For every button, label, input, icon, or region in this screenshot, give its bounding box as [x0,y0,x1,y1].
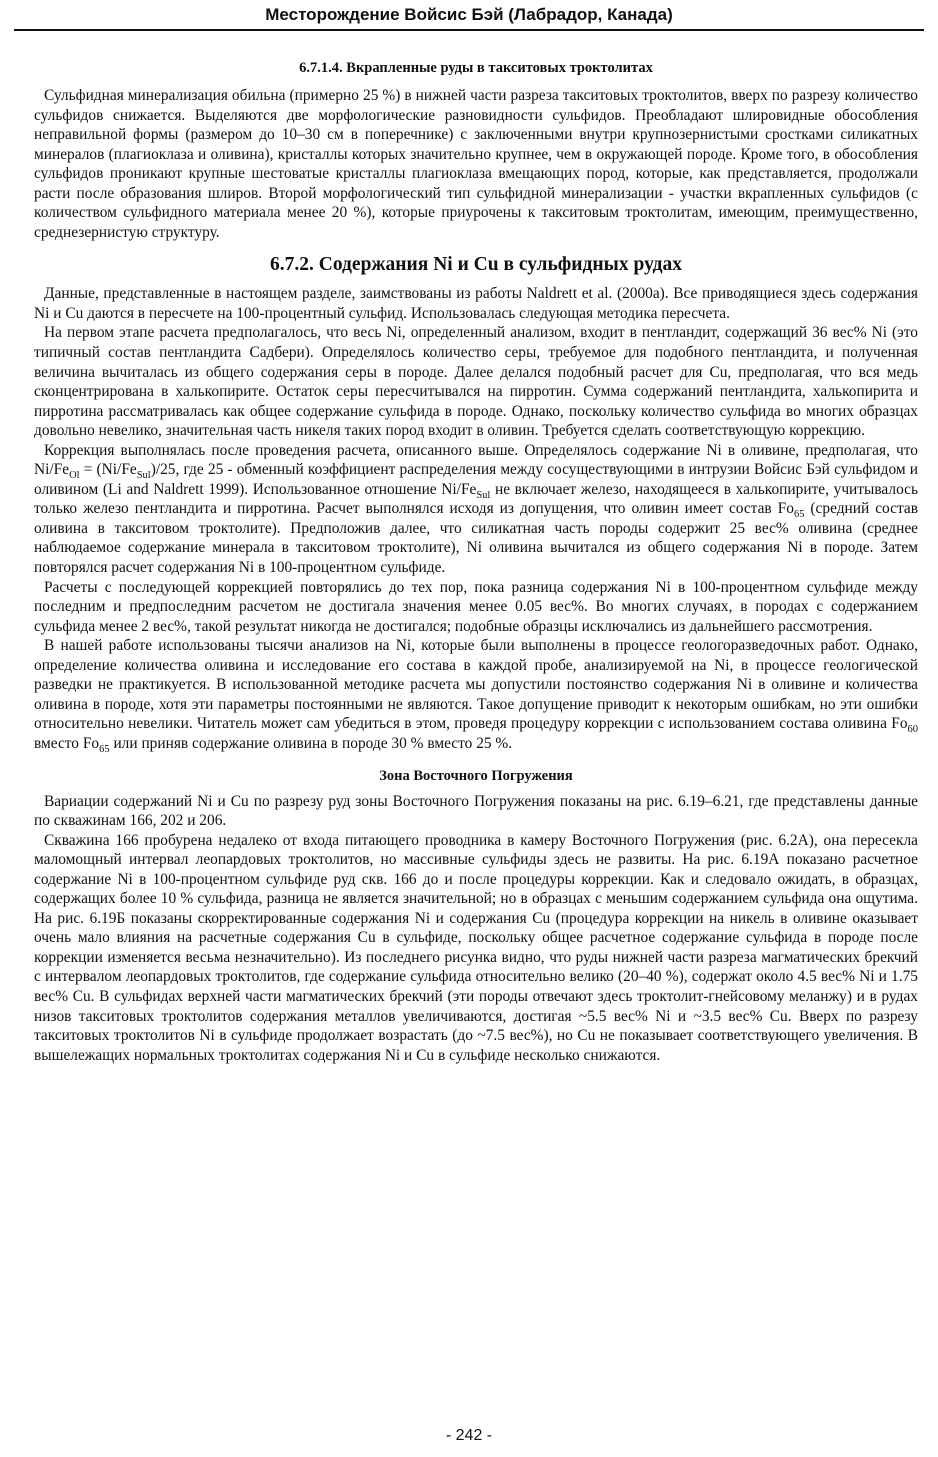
paragraph: Расчеты с последующей коррекцией повторялись до тех пор, пока разница содержания Ni в 100-процентном сульфиде между последним и предпоследним расчетом не достигала значения менее 0.05 вес%. Во многих случаях, в породах с содержанием сульфида менее 2 вес%, такой результат никогда не достигался; подобные образцы исключались из дальнейшего рассмотрения. [34,578,918,635]
paragraph: Данные, представленные в настоящем разделе, заимствованы из работы Naldrett et al. (2000a). Все приводящиеся здесь содержания Ni и Cu даются в пересчете на 100-процентный сульфид. Использовалась следующая методика пересчета. [34,285,918,322]
zone-heading: Зона Восточного Погружения [379,767,573,784]
page-body [34,58,918,1065]
text-run: вместо Fo [34,734,100,752]
paragraph [34,441,918,578]
paragraph: Вариации содержаний Ni и Cu по разрезу руд зоны Восточного Погружения показаны на рис. 6.19–6.21, где представлены данные по скважинам 166, 202 и 206. [34,792,918,830]
page-number: - 242 - [445,1427,493,1444]
text-run: или приняв содержание оливина в породе 30 % вместо 25 %. [109,734,513,752]
subscript: 65 [793,509,805,521]
subscript: Ol [69,470,80,482]
section-heading-672: 6.7.2. Содержания Ni и Cu в сульфидных рудах [270,254,682,276]
subscript: Sul [476,489,491,501]
text-run: не включает железо, находящееся в халькопирите, учитывалось только железо пентландита и пирротина. Расчет выполнялся исходя из допущения, что оливин имеет состав Fo [34,480,918,518]
paragraph: Сульфидная минерализация обильна (примерно 25 %) в нижней части разреза такситовых троктолитов, вверх по разрезу количество сульфидов снижается. Выделяются две морфологические разновидности сульфидов. Преобладают шлировидные обособления неправильной формы (размером до 10–30 см в поперечнике) с заключенными внутри крупнозернистыми сростками силикатных минералов (плагиоклаза и оливина), кристаллы которых значительно крупнее, чем в окружающей породе. Кроме того, в обособления сульфидов проникают крупные шестоватые кристаллы плагиоклаза вмещающих пород, которые, как представляется, продолжали расти после образования шлиров. Второй морфологический тип сульфидной минерализации - участки вкрапленных сульфидов (с количеством сульфидного материала менее 20 %), которые приурочены к такситовым троктолитам, имеющим, преимущественно, среднезернистую структуру. [34,87,918,241]
text-run: В нашей работе использованы тысячи анализов на Ni, которые были выполнены в процессе геологоразведочных работ. Однако, определение количества оливина и исследование его состава в каждой пробе, анализируемой на Ni, в процессе геологической разведки не практикуется. В использованной методике расчета мы допустили постоянство содержания Ni в оливине и количества оливина в породе, хотя эти параметры постоянными не являются. Такое допущение приводит к некоторым ошибкам, но эти ошибки относительно невелики. Читатель может сам убедиться в этом, проведя процедуру коррекции с использованием состава оливина Fo [34,637,918,733]
running-header: Месторождение Войсис Бэй (Лабрадор, Канада) [14,4,924,31]
subscript: 60 [907,724,918,736]
subscript: Sul [136,470,151,482]
paragraph [34,636,918,756]
text-run: Коррекция выполнялась после проведения расчета, описанного выше. Определялось содержание Ni в оливине, предполагая, что Ni/Fe [34,441,918,479]
subsection-heading-6714: 6.7.1.4. Вкрапленные руды в такситовых троктолитах [299,60,653,76]
subscript: 65 [99,744,110,756]
text-run: = (Ni/Fe [79,461,137,479]
text-run: )/25, где 25 - обменный коэффициент распределения между сосуществующими в интрузии Войсис Бэй сульфидом и оливином (Li and Naldrett 1999). Использованное отношение Ni/Fe [34,461,918,498]
paragraph: На первом этапе расчета предполагалось, что весь Ni, определенный анализом, входит в пентландит, содержащий 36 вес% Ni (это типичный состав пентландита Садбери). Определялось количество серы, требуемое для подобного пентландита, и полученная величина вычиталась из общего содержания серы в породе. Далее делался подобный расчет для Cu, предполагая, что вся медь сконцентрирована в халькопирите. Остаток серы пересчитывался на пирротин. Сумма содержаний пентландита, халькопирита и пирротина рассматривалась как общее содержание сульфида в породе. Однако, поскольку количество сульфида во многих образцах довольно невелико, значительная часть никеля таких пород входит в оливин. Требуется сделать соответствующую коррекцию. [34,324,918,440]
text-run: (средний состав оливина в такситовом троктолите). Предположив далее, что силикатная часть породы содержит 25 вес% оливина (среднее наблюдаемое содержание минерала в такситовом троктолите), Ni оливина вычитался из общего содержания Ni в породе. Затем повторялся расчет содержания Ni в 100-процентном сульфиде. [34,500,918,577]
paragraph: Скважина 166 пробурена недалеко от входа питающего проводника в камеру Восточного Погружения (рис. 6.2А), она пересекла маломощный интервал леопардовых троктолитов, но массивные сульфиды здесь не развиты. На рис. 6.19А показано расчетное содержание Ni в 100-процентном сульфиде руд скв. 166 до и после процедуры коррекции. Как и следовало ожидать, в образцах, содержащих более 10 % сульфида, разница не является значительной; но в образцах с меньшим содержанием сульфида она ощутима. На рис. 6.19Б показаны скорректированные содержания Ni и содержания Cu (процедура коррекции на никель в оливине оказывает очень мало влияния на расчетные содержания Cu в сульфиде, поскольку общее расчетное содержание сульфида в породе после коррекции изменяется весьма незначительно). Из последнего рисунка видно, что руды нижней части разреза магматических брекчий с интервалом леопардовых троктолитов, где содержание сульфида относительно велико (20–40 %), содержат около 4.5 вес% Ni и 1.75 вес% Cu. В сульфидах верхней части магматических брекчий (эти породы отвечают здесь троктолит-гнейсовому меланжу) и в рудах низов такситовых троктолитов содержания металлов увеличиваются, достигая ~5.5 вес% Ni и ~3.5 вес% Cu. Вверх по разрезу такситовых троктолитов Ni в сульфиде продолжает возрастать (до ~7.5 вес%), но Cu не показывает соответствующего увеличения. В вышележащих нормальных троктолитах содержания Ni и Cu в сульфиде несколько снижаются. [34,831,918,1064]
